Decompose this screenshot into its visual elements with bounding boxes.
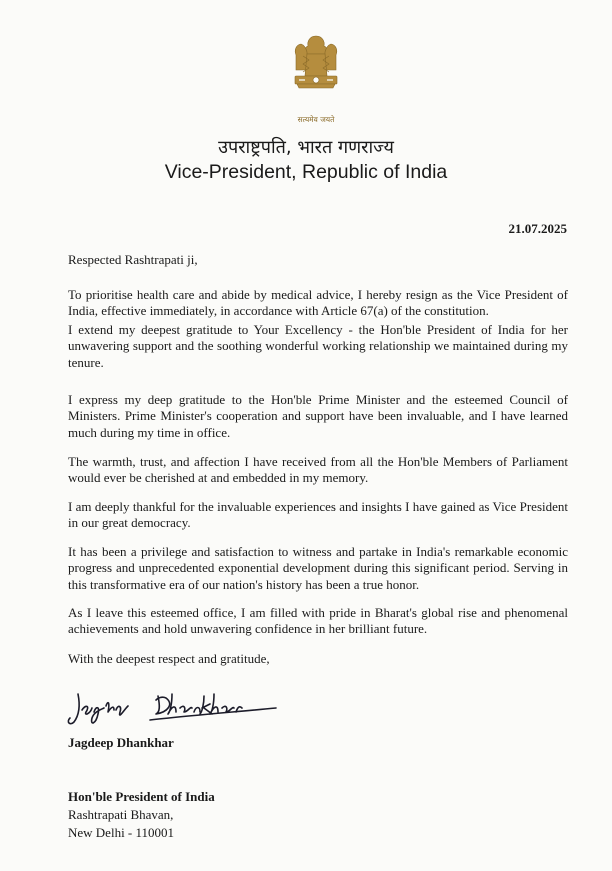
closing-line: With the deepest respect and gratitude, bbox=[68, 651, 270, 666]
paragraph-2: I extend my deepest gratitude to Your Excellency - the Hon'ble President of India for her unwavering support and the soothing wonderful working relationship we maintained during my tenure. bbox=[68, 322, 568, 370]
national-emblem-icon bbox=[283, 30, 349, 126]
letterhead-title-hindi: उपराष्ट्रपति, भारत गणराज्य bbox=[218, 137, 394, 158]
letterhead-title-english: Vice-President, Republic of India bbox=[164, 161, 448, 183]
recipient-address-line: Rashtrapati Bhavan, bbox=[68, 807, 174, 822]
letter-date: 21.07.2025 bbox=[508, 221, 567, 236]
salutation: Respected Rashtrapati ji, bbox=[68, 252, 198, 267]
signer-name: Jagdeep Dhankhar bbox=[68, 735, 174, 750]
paragraph-5: I am deeply thankful for the invaluable experiences and insights I have gained as Vice President in our great democracy. bbox=[68, 499, 568, 531]
recipient-city-pin: New Delhi - 110001 bbox=[68, 825, 175, 840]
paragraph-7: As I leave this esteemed office, I am filled with pride in Bharat's global rise and phenomenal achievements and hold unwavering confidence in her brilliant future. bbox=[68, 605, 568, 637]
paragraph-4: The warmth, trust, and affection I have received from all the Hon'ble Members of Parliament would ever be cherished at and embedded in my memory. bbox=[68, 454, 568, 486]
paragraph-6: It has been a privilege and satisfaction to witness and partake in India's remarkable economic progress and unprecedented exponential development during this significant period. Serving in this transformative era of our nation's history has been a true honor. bbox=[68, 544, 568, 592]
emblem-motto: सत्यमेव जयते bbox=[297, 115, 335, 124]
recipient-title: Hon'ble President of India bbox=[68, 789, 215, 804]
paragraph-3: I express my deep gratitude to the Hon'ble Prime Minister and the esteemed Council of Ministers. Prime Minister's cooperation and support have been invaluable, and I have learned much during my time in office. bbox=[68, 392, 568, 440]
paragraph-1: To prioritise health care and abide by medical advice, I hereby resign as the Vice President of India, effective immediately, in accordance with Article 67(a) of the constitution. bbox=[68, 287, 568, 319]
handwritten-signature bbox=[64, 686, 284, 730]
